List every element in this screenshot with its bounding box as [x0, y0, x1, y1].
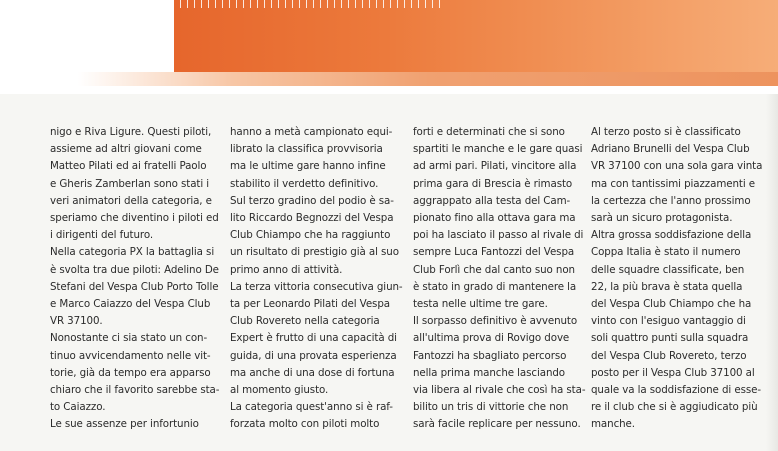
text-line: è stato in grado di mantenere la	[413, 280, 577, 293]
header-tick-mark	[327, 0, 328, 8]
header-tick-mark	[222, 0, 223, 8]
header-tick-mark	[292, 0, 293, 8]
header-tick-mark	[411, 0, 412, 8]
text-line: Al terzo posto si è classificato	[591, 126, 741, 138]
text-line: un risultato di prestigio già al suo	[230, 246, 399, 259]
text-line: Le sue assenze per infortunio	[50, 418, 199, 431]
header-tick-mark	[376, 0, 377, 8]
header-tick-mark	[355, 0, 356, 8]
text-column-4	[591, 124, 763, 434]
header-tick-mark	[334, 0, 335, 8]
text-line: vinto con l'esiguo vantaggio di	[591, 315, 746, 328]
header-tick-mark	[425, 0, 426, 8]
header-tick-mark	[215, 0, 216, 8]
header-tick-mark	[271, 0, 272, 8]
text-line: hanno a metà campionato equi-	[230, 126, 393, 138]
header-tick-mark	[320, 0, 321, 8]
header-tick-mark	[264, 0, 265, 8]
text-line: ma anche di una dose di fortuna	[230, 366, 395, 379]
text-line: all'ultima prova di Rovigo dove	[413, 332, 570, 345]
text-column-1	[50, 124, 220, 434]
text-line: Il sorpasso definitivo è avvenuto	[413, 315, 578, 328]
text-line: ta per Leonardo Pilati del Vespa	[230, 298, 390, 311]
text-line: Nonostante ci sia stato un con-	[50, 332, 208, 345]
text-line: è svolta tra due piloti: Adelino De	[50, 263, 219, 276]
header-tick-mark	[439, 0, 440, 8]
text-line: poi ha lasciato il passo al rivale di	[413, 229, 584, 242]
text-line: torie, già da tempo era apparso	[50, 366, 211, 379]
header-tick-mark	[257, 0, 258, 8]
text-line: 22, la più brava è stata quella	[591, 280, 743, 293]
header-tick-mark	[236, 0, 237, 8]
header-tick-mark	[341, 0, 342, 8]
text-line: ad armi pari. Pilati, vincitore alla	[413, 160, 577, 173]
text-line: re il club che si è aggiudicato più	[591, 401, 758, 414]
text-line: del Vespa Club Rovereto, terzo	[591, 349, 747, 362]
text-line: La terza vittoria consecutiva giun-	[230, 280, 403, 293]
text-line: tinuo avvicendamento nelle vit-	[50, 349, 211, 362]
text-line: testa nelle ultime tre gare.	[413, 298, 548, 311]
text-line: lito Riccardo Begnozzi del Vespa	[230, 212, 394, 225]
text-column-3	[413, 124, 586, 434]
text-line: ma con tantissimi piazzamenti e	[591, 177, 756, 190]
text-line: spartiti le manche e le gare quasi	[413, 143, 583, 156]
orange-header-block	[174, 0, 778, 72]
text-line: Coppa Italia è stato il numero	[591, 246, 741, 259]
text-line: guida, di una provata esperienza	[230, 349, 397, 362]
header-gradient-ribbon	[0, 72, 778, 86]
text-line: librato la classifica provvisoria	[230, 143, 383, 156]
text-line: prima gara di Brescia è rimasto	[413, 177, 573, 190]
text-line: manche.	[591, 418, 635, 431]
text-line: pionato fino alla ottava gara ma	[413, 212, 576, 225]
header-tick-mark	[369, 0, 370, 8]
header-tick-mark	[243, 0, 244, 8]
header-tick-mark	[180, 0, 181, 8]
text-line: delle squadre classificate, ben	[591, 263, 745, 276]
page-header-band	[0, 0, 778, 94]
header-tick-mark	[278, 0, 279, 8]
text-line: forti e determinati che si sono	[413, 126, 565, 138]
text-line: Matteo Pilati ed ai fratelli Paolo	[50, 160, 207, 173]
text-line: primo anno di attività.	[230, 263, 343, 276]
text-line: i dirigenti del futuro.	[50, 229, 154, 242]
text-line: bilito un tris di vittorie che non	[413, 401, 569, 414]
text-line: via libera al rivale che così ha sta-	[413, 384, 586, 397]
text-line: nigo e Riva Ligure. Questi piloti,	[50, 126, 212, 138]
text-line: La categoria quest'anno si è raf-	[230, 401, 393, 414]
text-line: speriamo che diventino i piloti ed	[50, 212, 219, 225]
header-tick-mark	[208, 0, 209, 8]
text-line: sarà facile replicare per nessuno.	[413, 418, 581, 431]
text-line: Fantozzi ha sbagliato percorso	[413, 349, 567, 362]
header-tick-mark	[201, 0, 202, 8]
text-line: Expert è frutto di una capacità di	[230, 332, 397, 345]
text-line: quale va la soddisfazione di esse-	[591, 384, 761, 397]
text-line: Adriano Brunelli del Vespa Club	[591, 143, 750, 156]
text-line: e Marco Caiazzo del Vespa Club	[50, 298, 211, 311]
text-line: e Gheris Zamberlan sono stati i	[50, 177, 210, 190]
text-line: soli quattro punti sulla squadra	[591, 332, 749, 345]
text-line: to Caiazzo.	[50, 401, 106, 414]
header-tick-mark	[313, 0, 314, 8]
page-edge-shadow	[766, 94, 778, 451]
header-tick-mark	[187, 0, 188, 8]
text-line: al momento giusto.	[230, 384, 329, 397]
header-tick-mark	[250, 0, 251, 8]
text-line: Stefani del Vespa Club Porto Tolle	[50, 280, 219, 293]
text-line: Sul terzo gradino del podio è sa-	[230, 194, 394, 207]
text-line: Altra grossa soddisfazione della	[591, 229, 752, 242]
text-line: ma le ultime gare hanno infine	[230, 160, 386, 173]
text-line: Nella categoria PX la battaglia si	[50, 246, 215, 259]
text-line: Club Forlì che dal canto suo non	[413, 263, 575, 276]
text-line: Club Chiampo che ha raggiunto	[230, 229, 391, 242]
header-tick-mark	[390, 0, 391, 8]
text-line: sarà un sicuro protagonista.	[591, 212, 733, 225]
header-tick-mark	[397, 0, 398, 8]
header-tick-mark	[432, 0, 433, 8]
text-line: posto per il Vespa Club 37100 al	[591, 366, 755, 379]
text-line: sempre Luca Fantozzi del Vespa	[413, 246, 575, 259]
text-line: forzata molto con piloti molto	[230, 418, 380, 431]
header-tick-mark	[299, 0, 300, 8]
header-tick-mark	[404, 0, 405, 8]
header-tick-mark	[418, 0, 419, 8]
header-tick-mark	[383, 0, 384, 8]
text-line: la certezza che l'anno prossimo	[591, 194, 751, 207]
text-line: del Vespa Club Chiampo che ha	[591, 298, 752, 311]
text-line: veri animatori della categoria, e	[50, 194, 212, 207]
text-line: stabilito il verdetto definitivo.	[230, 177, 379, 190]
header-tick-mark	[348, 0, 349, 8]
text-line: aggrappato alla testa del Cam-	[413, 194, 571, 207]
header-tick-mark	[285, 0, 286, 8]
header-tick-mark	[306, 0, 307, 8]
text-line: nella prima manche lasciando	[413, 366, 566, 379]
text-line: Club Rovereto nella categoria	[230, 315, 380, 328]
text-line: VR 37100.	[50, 315, 103, 328]
text-line: assieme ad altri giovani come	[50, 143, 202, 156]
header-tick-mark	[362, 0, 363, 8]
text-line: chiaro che il favorito sarebbe sta-	[50, 384, 220, 397]
header-tick-mark	[194, 0, 195, 8]
text-line: VR 37100 con una sola gara vinta	[591, 160, 763, 173]
header-tick-mark	[229, 0, 230, 8]
text-column-2	[230, 124, 402, 434]
